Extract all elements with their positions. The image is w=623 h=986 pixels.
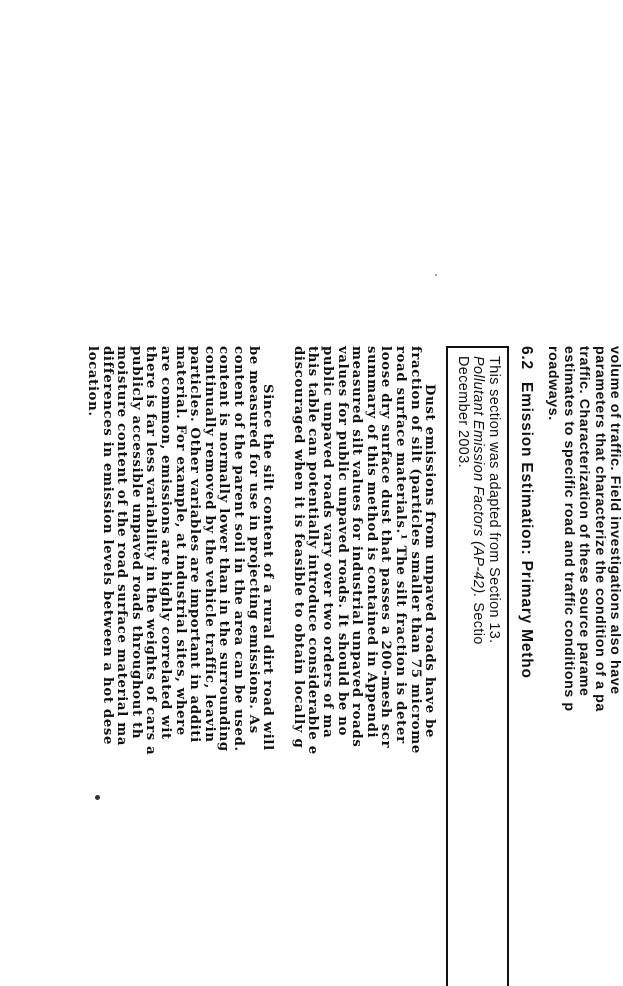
paragraph-line: content is normally lower than in the surrounding — [216, 346, 232, 752]
paragraph-line: Since the silt content of a rural dirt road will — [260, 384, 276, 751]
intro-paragraph — [545, 346, 622, 986]
paragraph-line: particles. Other variables are important in additi — [187, 346, 203, 743]
paragraph-line: values for public unpaved roads. It should be no — [334, 346, 350, 737]
section-title: Emission Estimation: Primary Metho — [517, 381, 535, 679]
scan-speck — [95, 795, 100, 800]
intro-line: traffic. Characterization of these source parame — [576, 346, 593, 697]
paragraph-line: there is far less variability in the weights of cars a — [143, 346, 159, 756]
paragraph-line: discouraged when it is feasible to obtain locally g — [290, 346, 306, 749]
paragraph-line: public unpaved roads vary over two orders of ma — [320, 346, 336, 739]
paragraph-line: this table can potentially introduce considerable e — [305, 346, 321, 755]
paragraph-line: road surface materials.¹ The silt fraction is deter — [393, 346, 408, 744]
section-number: 6.2 — [517, 346, 535, 370]
paragraph-line: measured silt values for industrial unpaved roads — [349, 346, 365, 748]
scan-speck — [435, 274, 437, 276]
paragraph-line: summary of this method is contained in Appendi — [363, 346, 379, 739]
body-paragraph-1 — [290, 346, 436, 986]
note-publication-title: Pollutant Emission Factors (AP-42). — [470, 356, 487, 598]
intro-line: roadways. — [545, 346, 562, 421]
note-line: December 2003. — [454, 356, 471, 468]
paragraph-line: differences in emission levels between a hot dese — [99, 346, 115, 746]
intro-line: estimates to specific road and traffic conditions p — [560, 346, 577, 712]
section-heading — [517, 346, 535, 986]
body-paragraph-2 — [85, 346, 275, 986]
rotated-text-block — [69, 346, 622, 986]
paragraph-line: be measured for use in projecting emissions. As — [245, 346, 261, 734]
paragraph-line: moisture content of the road surface material ma — [114, 346, 130, 747]
paragraph-line: are common, emissions are highly correlated wit — [158, 346, 174, 740]
paragraph-line: content of the parent soil in the area can be used. — [231, 346, 247, 752]
intro-line: parameters that characterize the condition of a pa — [591, 346, 608, 712]
paragraph-line: material. For example, at industrial sites, where — [172, 346, 188, 736]
paragraph-line: Dust emissions from unpaved roads have be — [422, 384, 438, 739]
paragraph-line: fraction of silt (particles smaller than 75 microme — [407, 346, 423, 754]
note-line — [470, 356, 486, 986]
note-line: This section was adapted from Section 13. — [485, 356, 502, 644]
paragraph-line: publicly accessible unpaved roads throughout th — [128, 346, 144, 740]
intro-line: volume of traffic. Field investigations also have — [607, 346, 623, 695]
paragraph-line: continually removed by the vehicle traffic, leavin — [201, 346, 217, 743]
source-note-box — [446, 346, 509, 986]
paragraph-line: loose dry surface dust that passes a 200-mesh scr — [378, 346, 394, 749]
note-line-rest: Sectio — [470, 597, 487, 645]
paragraph-line: location. — [85, 346, 101, 417]
